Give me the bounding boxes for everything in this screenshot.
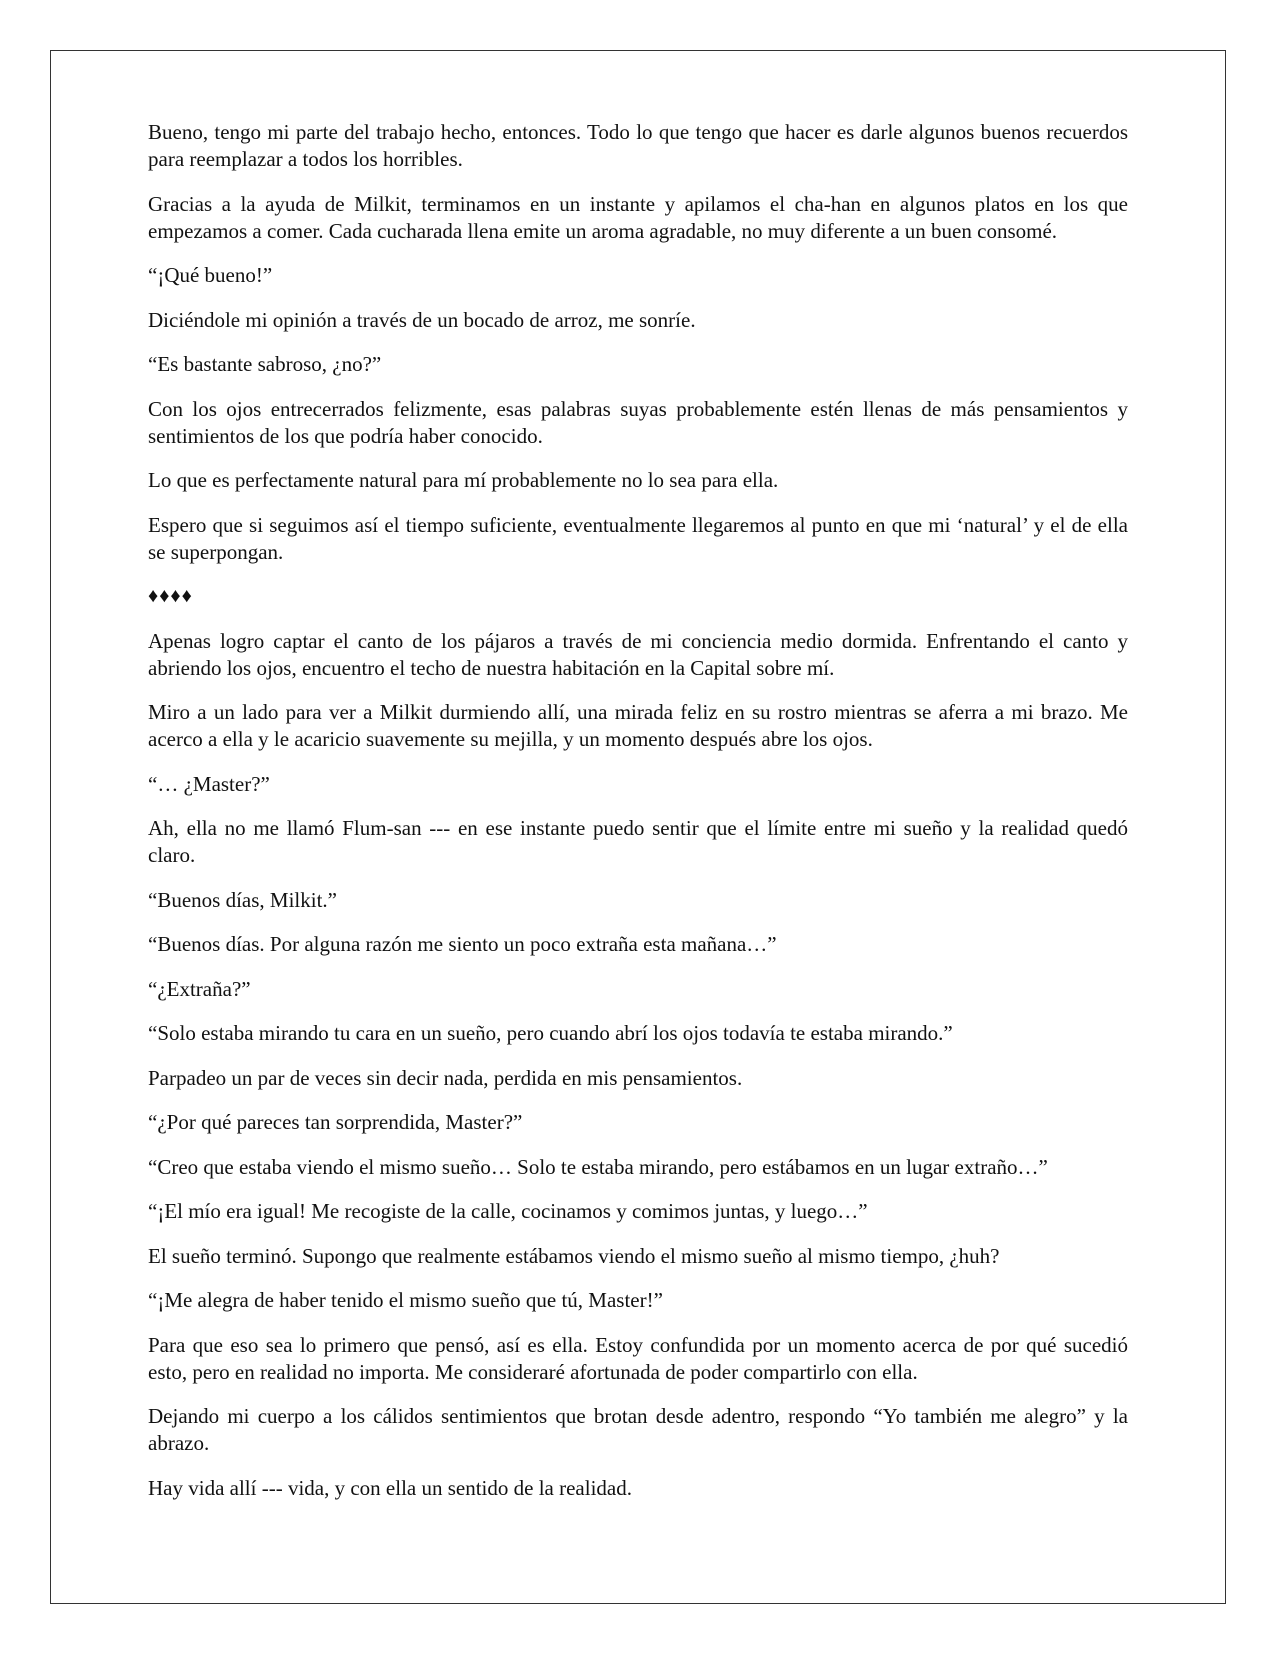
paragraph: “Buenos días, Milkit.” bbox=[148, 887, 337, 912]
paragraph: Lo que es perfectamente natural para mí probablemente no lo sea para ella. bbox=[148, 468, 779, 492]
paragraph: “Creo que estaba viendo el mismo sueño… Solo te estaba mirando, pero estábamos en un lugar extraño…” bbox=[148, 1154, 1048, 1179]
paragraph: “Es bastante sabroso, ¿no?” bbox=[148, 352, 382, 376]
paragraph: “¡Qué bueno!” bbox=[148, 263, 273, 287]
paragraph: “¡Me alegra de haber tenido el mismo sueño que tú, Master!” bbox=[148, 1288, 663, 1312]
paragraph: Gracias a la ayuda de Milkit, terminamos en un instante y apilamos el cha-han en algunos platos en los que empezamos a comer. Cada cucharada llena emite un aroma agradable, no muy diferente a un buen consomé. bbox=[148, 191, 1128, 243]
paragraph: Para que eso sea lo primero que pensó, así es ella. Estoy confundida por un momento acerca de por qué sucedió esto, pero en realidad no importa. Me consideraré afortunada de poder compartirlo con ella. bbox=[148, 1332, 1128, 1384]
paragraph: Dejando mi cuerpo a los cálidos sentimientos que brotan desde adentro, respondo “Yo también me alegro” y la abrazo. bbox=[148, 1404, 1128, 1455]
paragraph: Miro a un lado para ver a Milkit durmiendo allí, una mirada feliz en su rostro mientras se aferra a mi brazo. Me acerco a ella y le acaricio suavemente su mejilla, y un momento después abre los ojos. bbox=[148, 700, 1128, 751]
paragraph: Hay vida allí --- vida, y con ella un sentido de la realidad. bbox=[148, 1475, 632, 1500]
paragraph: Espero que si seguimos así el tiempo suficiente, eventualmente llegaremos al punto en que mi ‘natural’ y el de ella se superpongan. bbox=[148, 512, 1128, 564]
paragraph: “¿Extraña?” bbox=[148, 976, 251, 1001]
paragraph: El sueño terminó. Supongo que realmente estábamos viendo el mismo sueño al mismo tiempo, ¿huh? bbox=[148, 1243, 1000, 1268]
paragraph: “¡El mío era igual! Me recogiste de la calle, cocinamos y comimos juntas, y luego…” bbox=[148, 1199, 868, 1223]
paragraph: “… ¿Master?” bbox=[148, 771, 270, 796]
paragraph: “Buenos días. Por alguna razón me siento un poco extraña esta mañana…” bbox=[148, 932, 777, 956]
paragraph: Bueno, tengo mi parte del trabajo hecho, entonces. Todo lo que tengo que hacer es darle algunos buenos recuerdos para reemplazar a todos los horribles. bbox=[148, 120, 1128, 171]
paragraph: Con los ojos entrecerrados felizmente, esas palabras suyas probablemente estén llenas de más pensamientos y sentimientos de los que podría haber conocido. bbox=[148, 396, 1128, 448]
paragraph: Ah, ella no me llamó Flum-san --- en ese instante puedo sentir que el límite entre mi sueño y la realidad quedó claro. bbox=[148, 816, 1128, 867]
paragraph: Parpadeo un par de veces sin decir nada, perdida en mis pensamientos. bbox=[148, 1065, 743, 1090]
paragraph: “¿Por qué pareces tan sorprendida, Master?” bbox=[148, 1110, 523, 1134]
paragraph: “Solo estaba mirando tu cara en un sueño, pero cuando abrí los ojos todavía te estaba mirando.” bbox=[148, 1021, 953, 1045]
paragraph: Apenas logro captar el canto de los pájaros a través de mi conciencia medio dormida. Enfrentando el canto y abriendo los ojos, encuentro el techo de nuestra habitación en la Capital sobre mí. bbox=[148, 628, 1128, 680]
paragraph: Diciéndole mi opinión a través de un bocado de arroz, me sonríe. bbox=[148, 307, 696, 332]
scene-break-separator: ♦♦♦♦ bbox=[148, 585, 193, 607]
document-body bbox=[148, 119, 1128, 1519]
